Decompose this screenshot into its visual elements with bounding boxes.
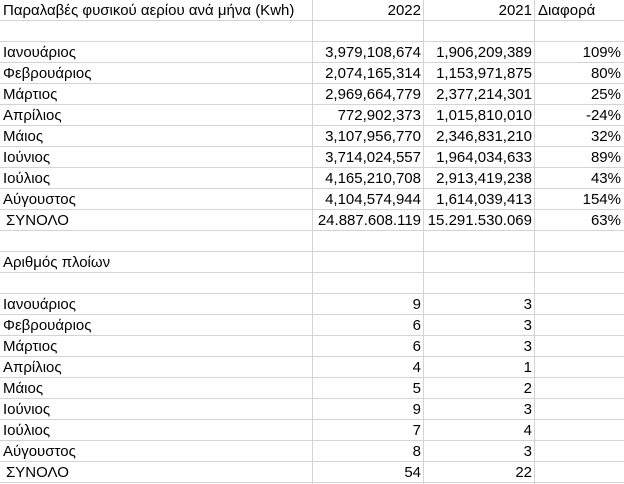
- table-row: [0, 315, 624, 336]
- header-diff[interactable]: Διαφορά: [538, 2, 596, 19]
- total-2022-cell[interactable]: 24.887.608.119: [317, 212, 421, 229]
- diff-cell[interactable]: 109%: [582, 44, 621, 61]
- table-row: [0, 441, 624, 462]
- month-cell[interactable]: Αύγουστος: [3, 443, 76, 460]
- month-cell[interactable]: Ιανουάριος: [3, 44, 76, 61]
- value-2021-cell[interactable]: 1,153,971,875: [436, 65, 532, 82]
- table-row: [0, 420, 624, 441]
- total-row: [0, 462, 624, 483]
- month-cell[interactable]: Ιούλιος: [3, 170, 51, 187]
- ships-2022-cell[interactable]: 5: [412, 380, 421, 397]
- month-cell[interactable]: Φεβρουάριος: [3, 65, 92, 82]
- total-2021-cell[interactable]: 15.291.530.069: [427, 212, 532, 229]
- ships-title[interactable]: Αριθμός πλοίων: [3, 254, 111, 271]
- table-row: [0, 357, 624, 378]
- month-cell[interactable]: Αύγουστος: [3, 191, 76, 208]
- table-row: [0, 147, 624, 168]
- value-2022-cell[interactable]: 3,107,956,770: [325, 128, 421, 145]
- value-2022-cell[interactable]: 2,074,165,314: [325, 65, 421, 82]
- month-cell[interactable]: Φεβρουάριος: [3, 317, 92, 334]
- table-row: [0, 189, 624, 210]
- diff-cell[interactable]: -24%: [585, 107, 621, 124]
- ships-total-2022-cell[interactable]: 54: [404, 464, 421, 481]
- value-2022-cell[interactable]: 3,714,024,557: [325, 149, 421, 166]
- diff-cell[interactable]: 25%: [590, 86, 621, 103]
- ships-2022-cell[interactable]: 8: [412, 443, 421, 460]
- month-cell[interactable]: Ιούλιος: [3, 422, 51, 439]
- ships-2022-cell[interactable]: 6: [412, 317, 421, 334]
- ships-title-row: [0, 252, 624, 273]
- month-cell[interactable]: Απρίλιος: [3, 107, 62, 124]
- table-title[interactable]: Παραλαβές φυσικού αερίου ανά μήνα (Kwh): [3, 2, 295, 19]
- table-row: [0, 294, 624, 315]
- table-row: [0, 336, 624, 357]
- table-row: [0, 84, 624, 105]
- table-row: [0, 126, 624, 147]
- ships-2021-cell[interactable]: 3: [523, 338, 532, 355]
- month-cell[interactable]: Μάιος: [3, 380, 44, 397]
- ships-2022-cell[interactable]: 7: [412, 422, 421, 439]
- diff-cell[interactable]: 154%: [582, 191, 621, 208]
- table-row: [0, 42, 624, 63]
- total-diff-cell[interactable]: 63%: [590, 212, 621, 229]
- empty-row: [0, 21, 624, 42]
- ships-total-2021-cell[interactable]: 22: [515, 464, 532, 481]
- total-row: [0, 210, 624, 231]
- month-cell[interactable]: Μάρτιος: [3, 86, 58, 103]
- diff-cell[interactable]: 32%: [590, 128, 621, 145]
- ships-2021-cell[interactable]: 3: [523, 296, 532, 313]
- value-2021-cell[interactable]: 1,614,039,413: [436, 191, 532, 208]
- header-2022[interactable]: 2022: [387, 2, 421, 19]
- value-2022-cell[interactable]: 2,969,664,779: [325, 86, 421, 103]
- month-cell[interactable]: Μάιος: [3, 128, 44, 145]
- month-cell[interactable]: Μάρτιος: [3, 338, 58, 355]
- month-cell[interactable]: Ιανουάριος: [3, 296, 76, 313]
- value-2021-cell[interactable]: 2,346,831,210: [436, 128, 532, 145]
- value-2021-cell[interactable]: 1,906,209,389: [436, 44, 532, 61]
- ships-2021-cell[interactable]: 1: [523, 359, 532, 376]
- ships-2022-cell[interactable]: 4: [412, 359, 421, 376]
- header-2021[interactable]: 2021: [498, 2, 532, 19]
- total-label[interactable]: ΣΥΝΟΛΟ: [6, 464, 69, 481]
- diff-cell[interactable]: 43%: [590, 170, 621, 187]
- table-row: [0, 168, 624, 189]
- total-label[interactable]: ΣΥΝΟΛΟ: [6, 212, 69, 229]
- empty-row: [0, 231, 624, 252]
- value-2021-cell[interactable]: 1,015,810,010: [436, 107, 532, 124]
- ships-2021-cell[interactable]: 2: [523, 380, 532, 397]
- value-2022-cell[interactable]: 4,104,574,944: [325, 191, 421, 208]
- header-row: [0, 0, 624, 21]
- ships-2021-cell[interactable]: 3: [523, 401, 532, 418]
- table-row: [0, 105, 624, 126]
- diff-cell[interactable]: 80%: [590, 65, 621, 82]
- value-2021-cell[interactable]: 2,377,214,301: [436, 86, 532, 103]
- table-row: [0, 399, 624, 420]
- value-2022-cell[interactable]: 772,902,373: [337, 107, 421, 124]
- empty-row: [0, 273, 624, 294]
- diff-cell[interactable]: 89%: [590, 149, 621, 166]
- ships-2021-cell[interactable]: 3: [523, 443, 532, 460]
- ships-2022-cell[interactable]: 9: [412, 296, 421, 313]
- value-2022-cell[interactable]: 4,165,210,708: [325, 170, 421, 187]
- ships-2021-cell[interactable]: 3: [523, 317, 532, 334]
- value-2021-cell[interactable]: 2,913,419,238: [436, 170, 532, 187]
- value-2022-cell[interactable]: 3,979,108,674: [325, 44, 421, 61]
- ships-2022-cell[interactable]: 6: [412, 338, 421, 355]
- ships-2022-cell[interactable]: 9: [412, 401, 421, 418]
- table-row: [0, 63, 624, 84]
- month-cell[interactable]: Ιούνιος: [3, 149, 51, 166]
- month-cell[interactable]: Ιούνιος: [3, 401, 51, 418]
- ships-2021-cell[interactable]: 4: [523, 422, 532, 439]
- month-cell[interactable]: Απρίλιος: [3, 359, 62, 376]
- table-row: [0, 378, 624, 399]
- value-2021-cell[interactable]: 1,964,034,633: [436, 149, 532, 166]
